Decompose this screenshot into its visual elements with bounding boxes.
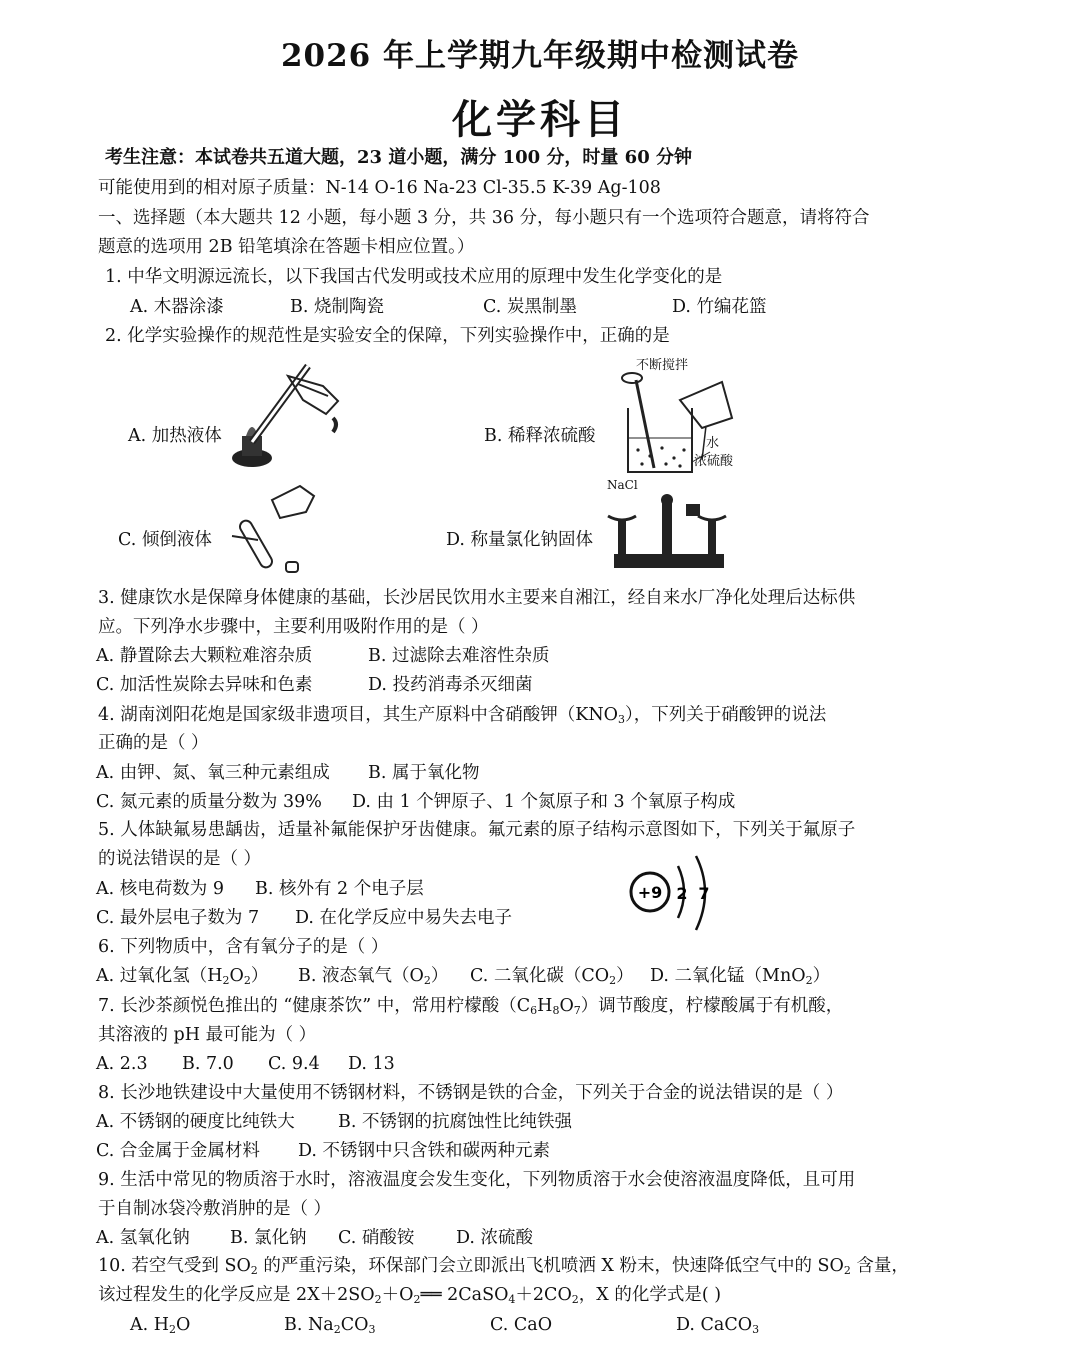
q3-line1: 3. 健康饮水是保障身体健康的基础，长沙居民饮用水主要来自湘江，经自来水厂净化处理后达标供 <box>98 588 856 608</box>
q10-option-a: A. $H_2O$ <box>130 1315 191 1336</box>
q5-option-c: C. 最外层电子数为 7 <box>96 908 260 928</box>
section1-intro-line2: 题意的选项用 2B 铅笔填涂在答题卡相应位置。） <box>98 237 475 257</box>
q10-option-b: B. $Na_2CO_3$ <box>284 1315 376 1336</box>
fluorine-atom-diagram <box>622 852 722 942</box>
q1-option-d: D. 竹编花篮 <box>672 297 767 317</box>
q10-option-c: C. CaO <box>490 1315 553 1335</box>
q1-option-b: B. 烧制陶瓷 <box>290 297 384 317</box>
q10-line1: 10. 若空气受到 $SO_2$ 的严重污染，环保部门会立即派出飞机喷洒 X 粉末，快速降低空气中的 $SO_2$ 含量， <box>98 1256 909 1277</box>
q3-option-b: B. 过滤除去难溶性杂质 <box>368 646 550 666</box>
q2-stem: 2. 化学实验操作的规范性是实验安全的保障，下列实验操作中，正确的是 <box>105 326 670 346</box>
q6-stem: 6. 下列物质中，含有氧分子的是（ ） <box>98 937 389 957</box>
q8-stem: 8. 长沙地铁建设中大量使用不锈钢材料，不锈钢是铁的合金，下列关于合金的说法错误的是（ ） <box>98 1083 844 1103</box>
atomic-masses: 可能使用到的相对原子质量：N-14 O-16 Na-23 Cl-35.5 K-39 Ag-108 <box>98 178 661 198</box>
q5-line2: 的说法错误的是（ ） <box>98 849 262 869</box>
label-conc-acid: 浓硫酸 <box>694 454 734 469</box>
exam-notice: 考生注意：本试卷共五道大题，23 道小题，满分 100 分，时量 60 分钟 <box>105 147 693 168</box>
q8-option-c: C. 合金属于金属材料 <box>96 1141 260 1161</box>
label-water: 水 <box>706 436 720 451</box>
pouring-liquid-figure <box>222 478 322 578</box>
heating-liquid-figure <box>228 356 358 474</box>
shell1-electrons: 2 <box>676 884 688 903</box>
q7-option-d: D. 13 <box>348 1054 395 1074</box>
q10-line2: 该过程发生的化学反应是 $2X+2SO_2+O_2══$ $2CaSO_4+2CO_2$，X 的化学式是( ) <box>98 1285 722 1306</box>
q8-option-d: D. 不锈钢中只含铁和碳两种元素 <box>298 1141 551 1161</box>
q10-option-d: D. CaCO$_3$ <box>676 1315 760 1336</box>
q3-line2: 应。下列净水步骤中，主要利用吸附作用的是（ ） <box>98 617 489 637</box>
q4-option-c: C. 氮元素的质量分数为 39% <box>96 792 322 812</box>
q4-option-b: B. 属于氧化物 <box>368 763 480 783</box>
q6-option-a: A. 过氧化氢$(H_2O_2)$ <box>96 966 269 987</box>
q2-option-c: C. 倾倒液体 <box>118 530 212 550</box>
q5-option-a: A. 核电荷数为 9 <box>96 879 224 899</box>
q6-option-d: D. 二氧化锰（MnO$_2$） <box>650 966 831 987</box>
q9-option-d: D. 浓硫酸 <box>456 1228 534 1248</box>
q7-option-c: C. 9.4 <box>268 1054 320 1074</box>
label-stir: 不断搅拌 <box>636 358 689 373</box>
subject-title: 化学科目 <box>452 96 628 143</box>
q3-option-c: C. 加活性炭除去异味和色素 <box>96 675 313 695</box>
q5-line1: 5. 人体缺氟易患龋齿，适量补氟能保护牙齿健康。氟元素的原子结构示意图如下，下列关于氟原子 <box>98 820 856 840</box>
q7-line1: 7. 长沙茶颜悦色推出的 “健康茶饮” 中，常用柠檬酸$(C_6H_8O_7)$调节酸度，柠檬酸属于有机酸， <box>98 996 844 1017</box>
q9-line1: 9. 生活中常见的物质溶于水时，溶液温度会发生变化，下列物质溶于水会使溶液温度降低，且可用 <box>98 1170 856 1190</box>
q9-option-c: C. 硝酸铵 <box>338 1228 415 1248</box>
q8-option-b: B. 不锈钢的抗腐蚀性比纯铁强 <box>338 1112 572 1132</box>
balance-figure <box>604 488 732 574</box>
exam-title: 2026 年上学期九年级期中检测试卷 <box>280 38 800 74</box>
q2-option-b: B. 稀释浓硫酸 <box>484 426 596 446</box>
q7-line2: 其溶液的 pH 最可能为（ ） <box>98 1025 317 1045</box>
q2-option-a: A. 加热液体 <box>128 426 222 446</box>
nucleus-charge: +9 <box>637 883 663 902</box>
section1-intro-line1: 一、选择题（本大题共 12 小题，每小题 3 分，共 36 分，每小题只有一个选项符合题意，请将符合 <box>98 208 870 228</box>
q9-option-a: A. 氢氧化钠 <box>96 1228 190 1248</box>
q1-option-a: A. 木器涂漆 <box>130 297 224 317</box>
q7-option-a: A. 2.3 <box>96 1054 148 1074</box>
label-nacl: NaCl <box>607 478 638 492</box>
q1-option-c: C. 炭黑制墨 <box>483 297 577 317</box>
q6-option-b: B. 液态氧气$(O_2)$ <box>298 966 449 987</box>
q4-line1: 4. 湖南浏阳花炮是国家级非遗项目，其生产原料中含硝酸钾$(KNO_3)$，下列关于硝酸钾的说法 <box>98 705 827 726</box>
q3-option-a: A. 静置除去大颗粒难溶杂质 <box>96 646 313 666</box>
shell2-electrons: 7 <box>698 884 710 903</box>
q4-option-d: D. 由 1 个钾原子、1 个氮原子和 3 个氧原子构成 <box>352 792 736 812</box>
q2-option-d: D. 称量氯化钠固体 <box>446 530 594 550</box>
q8-option-a: A. 不锈钢的硬度比纯铁大 <box>96 1112 295 1132</box>
q5-option-b: B. 核外有 2 个电子层 <box>255 879 424 899</box>
q9-line2: 于自制冰袋冷敷消肿的是（ ） <box>98 1199 332 1219</box>
q1-stem: 1. 中华文明源远流长，以下我国古代发明或技术应用的原理中发生化学变化的是 <box>105 267 723 287</box>
q4-line2: 正确的是（ ） <box>98 733 209 753</box>
q4-option-a: A. 由钾、氮、氧三种元素组成 <box>96 763 330 783</box>
q5-option-d: D. 在化学反应中易失去电子 <box>295 908 513 928</box>
q7-option-b: B. 7.0 <box>182 1054 234 1074</box>
q3-option-d: D. 投药消毒杀灭细菌 <box>368 675 533 695</box>
q6-option-c: C. 二氧化碳$(CO_2)$ <box>470 966 634 987</box>
q9-option-b: B. 氯化钠 <box>230 1228 307 1248</box>
